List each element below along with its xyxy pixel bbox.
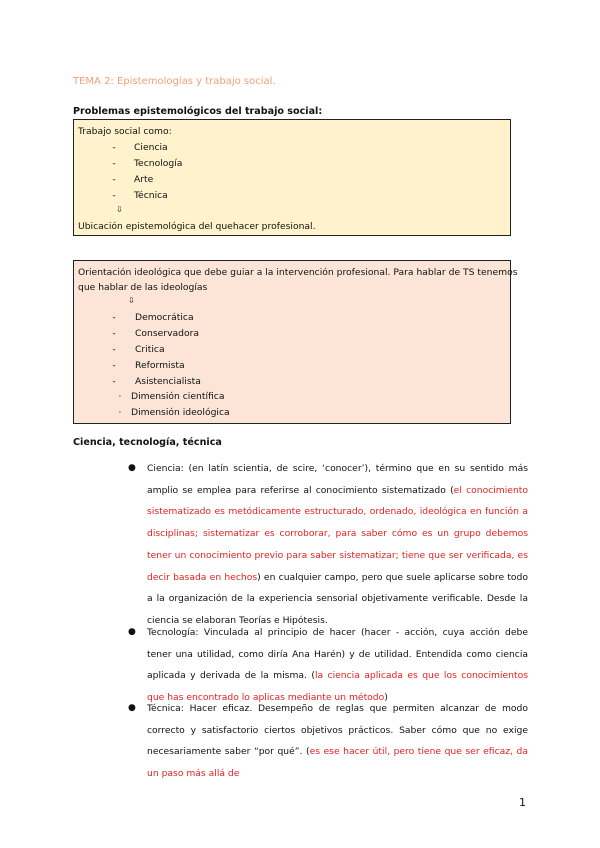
section-heading-problemas: Problemas epistemológicos del trabajo social: xyxy=(73,106,323,117)
box1-conclusion: Ubicación epistemológica del quehacer profesional. xyxy=(78,221,316,232)
bullet-icon: ● xyxy=(128,627,136,637)
bullet-text-ciencia: Ciencia: (en latín scientia, de scire, ‘conocer’), término que en su sentido más amplio se emplea para referirse al conocimiento sistematizado (el conocimiento sistematizado es metódicamente estructurado, ordenado, ideológica en función a disciplinas; sistematizar es corroborar, para saber cómo es un grupo debemos tener un conocimiento previo para saber sistematizar; tiene que ser verificada, es decir basada en hechos) en cualquier campo, pero que suele aplicarse sobre todo a la organización de la experiencia sensorial objetivamente verificable. Desde la ciencia se elaboran Teorías e Hipótesis. xyxy=(147,463,528,626)
section-heading-ciencia: Ciencia, tecnología, técnica xyxy=(73,437,222,448)
bullet-icon: ● xyxy=(128,463,136,473)
down-arrow-icon: ⇩ xyxy=(128,296,135,305)
box2-line1: Orientación ideológica que debe guiar a la intervención profesional. Para hablar de TS tenemos xyxy=(78,267,518,278)
box1-intro: Trabajo social como: xyxy=(78,126,172,137)
box-orientacion-ideologica: Orientación ideológica que debe guiar a la intervención profesional. Para hablar de TS tenemos que hablar de las ideologías ⇩ - Democrática - Conservadora - Critica - Reformista - Asistencialista · Dimensión científica · Dimensión ideológica xyxy=(73,260,511,424)
bullet-text-tecnologia: Tecnología: Vinculada al principio de hacer (hacer - acción, cuya acción debe tener una utilidad, como diría Ana Harén) y de utilidad. Entendida como ciencia aplicada y derivada de la misma. (la ciencia aplicada es que los conocimientos que has encontrado lo aplicas mediante un método) xyxy=(147,627,528,704)
page-number: 1 xyxy=(519,796,526,809)
box-trabajo-social: Trabajo social como: - Ciencia - Tecnología - Arte - Técnica ⇩ Ubicación epistemológica del quehacer profesional. xyxy=(73,119,511,236)
box2-line2: que hablar de las ideologías xyxy=(78,282,208,293)
page-title: TEMA 2: Epistemologías y trabajo social. xyxy=(73,76,276,87)
bullet-icon: ● xyxy=(128,703,136,713)
down-arrow-icon: ⇩ xyxy=(116,205,123,214)
bullet-text-tecnica: Técnica: Hacer eficaz. Desempeño de reglas que permiten alcanzar de modo correcto y satisfactorio ciertos objetivos prácticos. Saber cómo que no exige necesariamente saber “por qué”. (es ese hacer útil, pero tiene que ser eficaz, da un paso más allá de xyxy=(147,703,528,780)
